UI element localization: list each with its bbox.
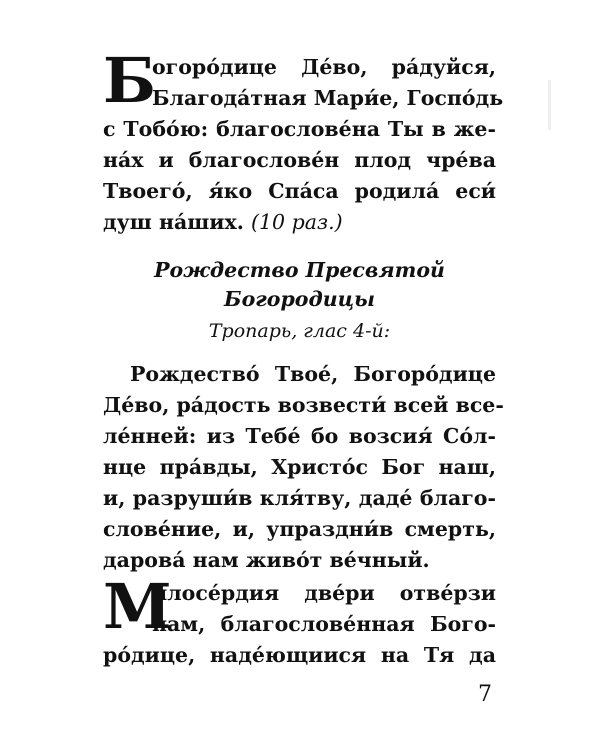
text-line: с Тобо́ю: благослове́на Ты в же- xyxy=(103,117,496,141)
scan-shadow xyxy=(548,80,551,130)
text-line: на́х и благослове́н плод чре́ва xyxy=(103,148,496,172)
text-line: слове́ние, и, упраздни́в смерть, xyxy=(103,517,496,541)
repeat-note: (10 раз.) xyxy=(250,210,343,234)
text-line: илосе́рдия две́ри отве́рзи xyxy=(152,581,496,605)
section-title-line: Богородицы xyxy=(224,287,375,311)
text-line: огоро́дице Де́во, ра́дуйся, xyxy=(152,55,496,79)
page-number: 7 xyxy=(478,682,492,707)
text-line: Благода́тная Мари́е, Госпо́дь xyxy=(152,86,504,110)
text-line-last: дарова́ нам живо́т ве́чный. xyxy=(103,548,430,572)
section-subtitle: Тропарь, глас 4-й: xyxy=(208,320,391,342)
text-line: и, разруши́в кля́тву, даде́ благо- xyxy=(103,486,496,510)
text-fragment: душ на́ших. xyxy=(103,210,244,234)
text-line: Рождество́ Твое́, Богоро́дице xyxy=(130,362,496,386)
text-line: ро́дице, наде́ющиися на Тя да xyxy=(103,643,496,667)
text-line: ле́нней: из Тебе́ бо возсия́ Со́л- xyxy=(103,424,496,448)
text-line: Де́во, ра́дость возвести́ всей все- xyxy=(103,393,504,417)
text-line-last xyxy=(103,207,496,238)
drop-cap-b: Б xyxy=(103,44,156,117)
text-line: нце пра́вды, Христо́с Бог наш, xyxy=(103,455,496,479)
text-column xyxy=(103,44,504,671)
text-line: нам, благослове́нная Бого- xyxy=(152,612,496,636)
troparion-text xyxy=(103,359,504,576)
prayer-hail-mary xyxy=(103,44,504,238)
section-title-line: Рождество Пресвятой xyxy=(154,258,445,282)
section-heading xyxy=(103,256,496,345)
drop-cap-m: М xyxy=(103,570,172,643)
prayer-mercy-doors xyxy=(103,570,496,671)
text-line: Твоего́, я́ко Спа́са родила́ еси́ xyxy=(103,179,496,203)
